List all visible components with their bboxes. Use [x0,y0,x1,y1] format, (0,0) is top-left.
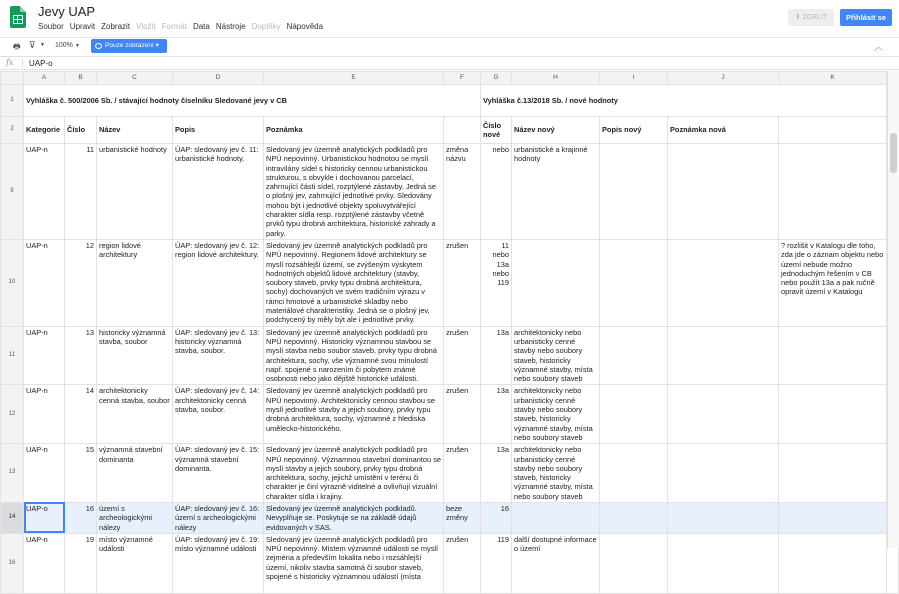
new-values-heading[interactable]: Vyhláška č.13/2018 Sb. / nové hodnoty [481,85,887,117]
formula-separator [22,59,23,68]
cell[interactable]: Sledovaný jev územně analytických podkladů pro NPÚ nepovinný. Místem významné události se myslí zejména a především lokalita nebo i rozsáhlejší území, nikoliv stavba samotná či soubor staveb, spojené s historicky významnou událostí (místa [264,533,444,593]
cell[interactable] [668,144,779,240]
column-header[interactable]: A [24,72,65,85]
old-values-heading[interactable]: Vyhláška č. 500/2006 Sb. / stávající hodnoty číselníku Sledované jevy v CB [24,85,481,117]
cell[interactable]: zrušen [444,326,481,385]
cell[interactable]: zrušen [444,444,481,503]
app-header [0,0,899,36]
cell[interactable] [668,326,779,385]
cell[interactable]: beze změny [444,502,481,533]
view-only-label: Pouze zobrazení [105,42,154,49]
menu-item[interactable]: Soubor [38,22,64,31]
menu-item[interactable]: Nástroje [215,22,246,31]
column-title-cell[interactable]: Číslo nové [481,117,512,144]
cell[interactable]: území s archeologickými nálezy [97,502,173,533]
cell[interactable]: ÚAP: sledovaný jev č. 11: urbanistické hodnoty. [173,144,264,240]
view-only-button[interactable]: Pouze zobrazení ▾ [91,39,167,53]
menu-bar [38,22,329,31]
cell[interactable]: Sledovaný jev územně analytických podkladů pro NPÚ nepovinný. Regionem lidové architektury se myslí rozsáhlejší území, se zvýšeným výskytem hodnotných objektů lidové architektury (stavby, soubory staveb, prvky typu drobná architektura, sochy) dochovaných ve svém tradičním výrazu v rámci hmotové a urbanistické skladby nebo materiálové charakteristiky. Jedná se o plošný jev, podchycený by měly být ale i jednotlivé prvky. [264,239,444,326]
cell[interactable]: UAP-n [24,533,65,593]
column-header[interactable]: D [173,72,264,85]
cell[interactable]: 13a [481,444,512,503]
column-header[interactable]: J [668,72,779,85]
scroll-thumb[interactable] [890,133,897,173]
zoom-disabled-button: ⬇ ZOBLIT [788,9,834,26]
cell[interactable]: 11 [65,144,97,240]
cell[interactable]: 19 [65,533,97,593]
formula-input[interactable]: UAP-o [29,59,53,68]
cell[interactable] [668,444,779,503]
cell[interactable]: změna názvu [444,144,481,240]
cell[interactable]: ÚAP: sledovaný jev č. 13: historicky významná stavba, soubor. [173,326,264,385]
cell[interactable] [668,533,779,593]
cell[interactable] [600,533,668,593]
row-number[interactable]: 12 [1,385,24,444]
column-header-row [1,72,899,85]
cell[interactable] [779,533,887,593]
cell[interactable]: 119 [481,533,512,593]
vertical-scrollbar[interactable] [887,71,899,548]
row-number[interactable]: 2 [1,117,24,144]
cell[interactable]: ÚAP: sledovaný jev č. 14: architektonicky cenná stavba, soubor. [173,385,264,444]
cell[interactable]: Sledovaný jev územně analytických podkladů pro NPÚ nepovinný. Urbanistickou hodnotou se myslí intravilány sídel s historicky cennou urbanistickou strukturou, s obvykle i dochovanou parcelací, zahrnující části sídel, rozptýlené zástavby. Jedná se o plošný jev, zahrnující jednotlivé prvky. Sledovány mohou být i jednotlivé objekty spoluvytvářející charakter sídla resp. rozptýlené zástavby včetně prvků typu drobná architektura, historické zahrady a parky. [264,144,444,240]
table-row [1,144,899,240]
column-title-cell[interactable]: Poznámka [264,117,444,144]
cell[interactable]: ÚAP: sledovaný jev č. 16: území s archeologickými nálezy [173,502,264,533]
menu-item[interactable]: Data [192,22,210,31]
sheet-table [0,71,899,594]
menu-item[interactable]: Nápověda [286,22,324,31]
cell[interactable]: UAP-n [24,444,65,503]
cell[interactable]: Sledovaný jev územně analytických podkladů. Nevyplňuje se. Poskytuje se na základě údajů evidovaných v SAS. [264,502,444,533]
table-row [1,326,899,385]
cell[interactable]: UAP-o [24,502,65,533]
zoom-dropdown-icon[interactable]: ▼ [75,43,80,49]
cell[interactable]: Sledovaný jev územně analytických podkladů pro NPÚ nepovinný. Historicky významnou stavbou se myslí stavba nebo soubor staveb, prvky typu drobná architektura, sochy, vše významné svou minulostí např. spojené s narozením či pobytem známé osobnosti nebo jako dějiště historické události. [264,326,444,385]
table-header-row [1,117,899,144]
cell[interactable]: UAP-n [24,326,65,385]
row-number[interactable]: 14 [1,502,24,533]
row-number[interactable]: 10 [1,239,24,326]
cell[interactable]: 16 [65,502,97,533]
column-header[interactable]: C [97,72,173,85]
cell[interactable]: ÚAP: sledovaný jev č. 19: místo významné události [173,533,264,593]
cell[interactable]: urbanistické a krajinné hodnoty [512,144,600,240]
sheets-logo-icon[interactable] [10,6,26,28]
table-row [1,502,899,533]
table-row [1,239,899,326]
menu-item[interactable]: Doplňky [251,22,281,31]
cell[interactable] [779,502,887,533]
row-number[interactable]: 11 [1,326,24,385]
cell[interactable]: architektonicky nebo urbanisticky cenné stavby nebo soubory staveb, historicky významné stavby, místa nebo soubory staveb [512,444,600,503]
cell[interactable] [779,326,887,385]
column-title-cell[interactable] [779,117,887,144]
cell[interactable]: významná stavební dominanta [97,444,173,503]
cell[interactable]: UAP-n [24,239,65,326]
cell[interactable] [779,444,887,503]
row-number[interactable]: 13 [1,444,24,503]
cell[interactable]: 15 [65,444,97,503]
eye-icon [95,43,102,49]
cell[interactable] [600,239,668,326]
cell[interactable]: 12 [65,239,97,326]
cell[interactable]: region lidové architektury [97,239,173,326]
table-row [1,533,899,593]
cell[interactable] [600,502,668,533]
column-header[interactable]: H [512,72,600,85]
zoom-disabled-label: ZOBLIT [802,14,828,21]
print-icon[interactable]: 🖶 [13,42,21,51]
column-title-cell[interactable]: Popis nový [600,117,668,144]
table-row [1,444,899,503]
select-all-corner[interactable] [1,72,24,85]
cell[interactable]: zrušen [444,239,481,326]
cell[interactable] [600,444,668,503]
cell[interactable]: Sledovaný jev územně analytických podkladů pro NPÚ nepovinný. Architektonicky cennou stavbou se myslí jednotlivé stavby a jejich soubory, prvky typu drobná architektura, sochy, významné z hlediska umělecko-historického. [264,385,444,444]
column-header[interactable]: G [481,72,512,85]
collapse-menu-icon[interactable]: ︿ [873,42,883,52]
cell[interactable] [600,385,668,444]
column-title-cell[interactable]: Poznámka nová [668,117,779,144]
cell[interactable]: místo významné události [97,533,173,593]
table-row [1,385,899,444]
cell[interactable]: ÚAP: sledovaný jev č. 15: významná stavební dominanta. [173,444,264,503]
column-title-cell[interactable] [444,117,481,144]
formula-bar [0,56,899,70]
cell[interactable]: další dostupné informace o území [512,533,600,593]
cell[interactable]: architektonicky nebo urbanisticky cenné stavby nebo soubory staveb, historicky významné stavby, místa nebo soubory staveb [512,326,600,385]
cell[interactable] [600,144,668,240]
cell[interactable] [668,239,779,326]
cell[interactable]: ? rozlišit v Katalogu dle toho, zda jde o záznam objektu nebo území nebude možno jednoduchým řešením v CB nebo použít 13a a pak ručně opravit území v Katalogu [779,239,887,326]
cell[interactable]: 11 nebo 13a nebo 119 [481,239,512,326]
cell[interactable]: 16 [481,502,512,533]
cell[interactable]: zrušen [444,385,481,444]
cell[interactable]: UAP-n [24,144,65,240]
cell[interactable]: architektonicky nebo urbanisticky cenné stavby nebo soubory staveb, historicky významné stavby, místa nebo soubory staveb [512,385,600,444]
column-title-cell[interactable]: Kategorie [24,117,65,144]
cell[interactable]: urbanistické hodnoty [97,144,173,240]
cell[interactable] [668,385,779,444]
menu-item[interactable]: Zobrazit [101,22,131,31]
cell[interactable]: UAP-n [24,385,65,444]
spreadsheet-grid[interactable] [0,71,899,582]
column-header[interactable]: F [444,72,481,85]
row-number[interactable]: 9 [1,144,24,240]
cell[interactable]: nebo [481,144,512,240]
row-number[interactable]: 16 [1,533,24,593]
cell[interactable]: 13a [481,385,512,444]
menu-item[interactable]: Vložit [136,22,156,31]
column-header[interactable]: E [264,72,444,85]
filter-dropdown-icon[interactable]: ▼ [40,42,45,48]
cell[interactable] [512,239,600,326]
filter-icon[interactable]: ⊽ [29,40,36,50]
cell[interactable]: 13a [481,326,512,385]
cell[interactable]: Sledovaný jev územně analytických podkladů pro NPÚ nepovinný. Významnou stavební dominantou se myslí stavby a jejich soubory, prvky typu drobná architektura, sochy, jejichž umístění v terénu či charakter je činí výrazně viditelné a ovlivňují vizuální charakter sídla i krajiny. [264,444,444,503]
cell[interactable]: historicky významná stavba, soubor [97,326,173,385]
cell[interactable]: zrušen [444,533,481,593]
fx-icon: fx [6,58,14,67]
column-title-cell[interactable]: Popis [173,117,264,144]
menu-item[interactable]: Upravit [69,22,96,31]
column-header[interactable]: K [779,72,887,85]
sign-in-button[interactable]: Přihlásit se [840,9,892,26]
column-header[interactable]: B [65,72,97,85]
row-number[interactable]: 1 [1,85,24,117]
table-row [1,85,899,117]
cell[interactable]: 13 [65,326,97,385]
cell[interactable] [779,144,887,240]
column-title-cell[interactable]: Číslo [65,117,97,144]
menu-item[interactable]: Formát [161,22,187,31]
cell[interactable]: 14 [65,385,97,444]
column-title-cell[interactable]: Název nový [512,117,600,144]
cell[interactable] [779,385,887,444]
cell[interactable]: architektonicky cenná stavba, soubor [97,385,173,444]
cell[interactable]: ÚAP: sledovaný jev č. 12: region lidové architektury. [173,239,264,326]
cell[interactable] [512,502,600,533]
cell[interactable] [668,502,779,533]
zoom-select[interactable]: 100% [55,42,73,49]
cell[interactable] [600,326,668,385]
column-header[interactable]: I [600,72,668,85]
column-title-cell[interactable]: Název [97,117,173,144]
document-title[interactable]: Jevy UAP [38,4,96,19]
